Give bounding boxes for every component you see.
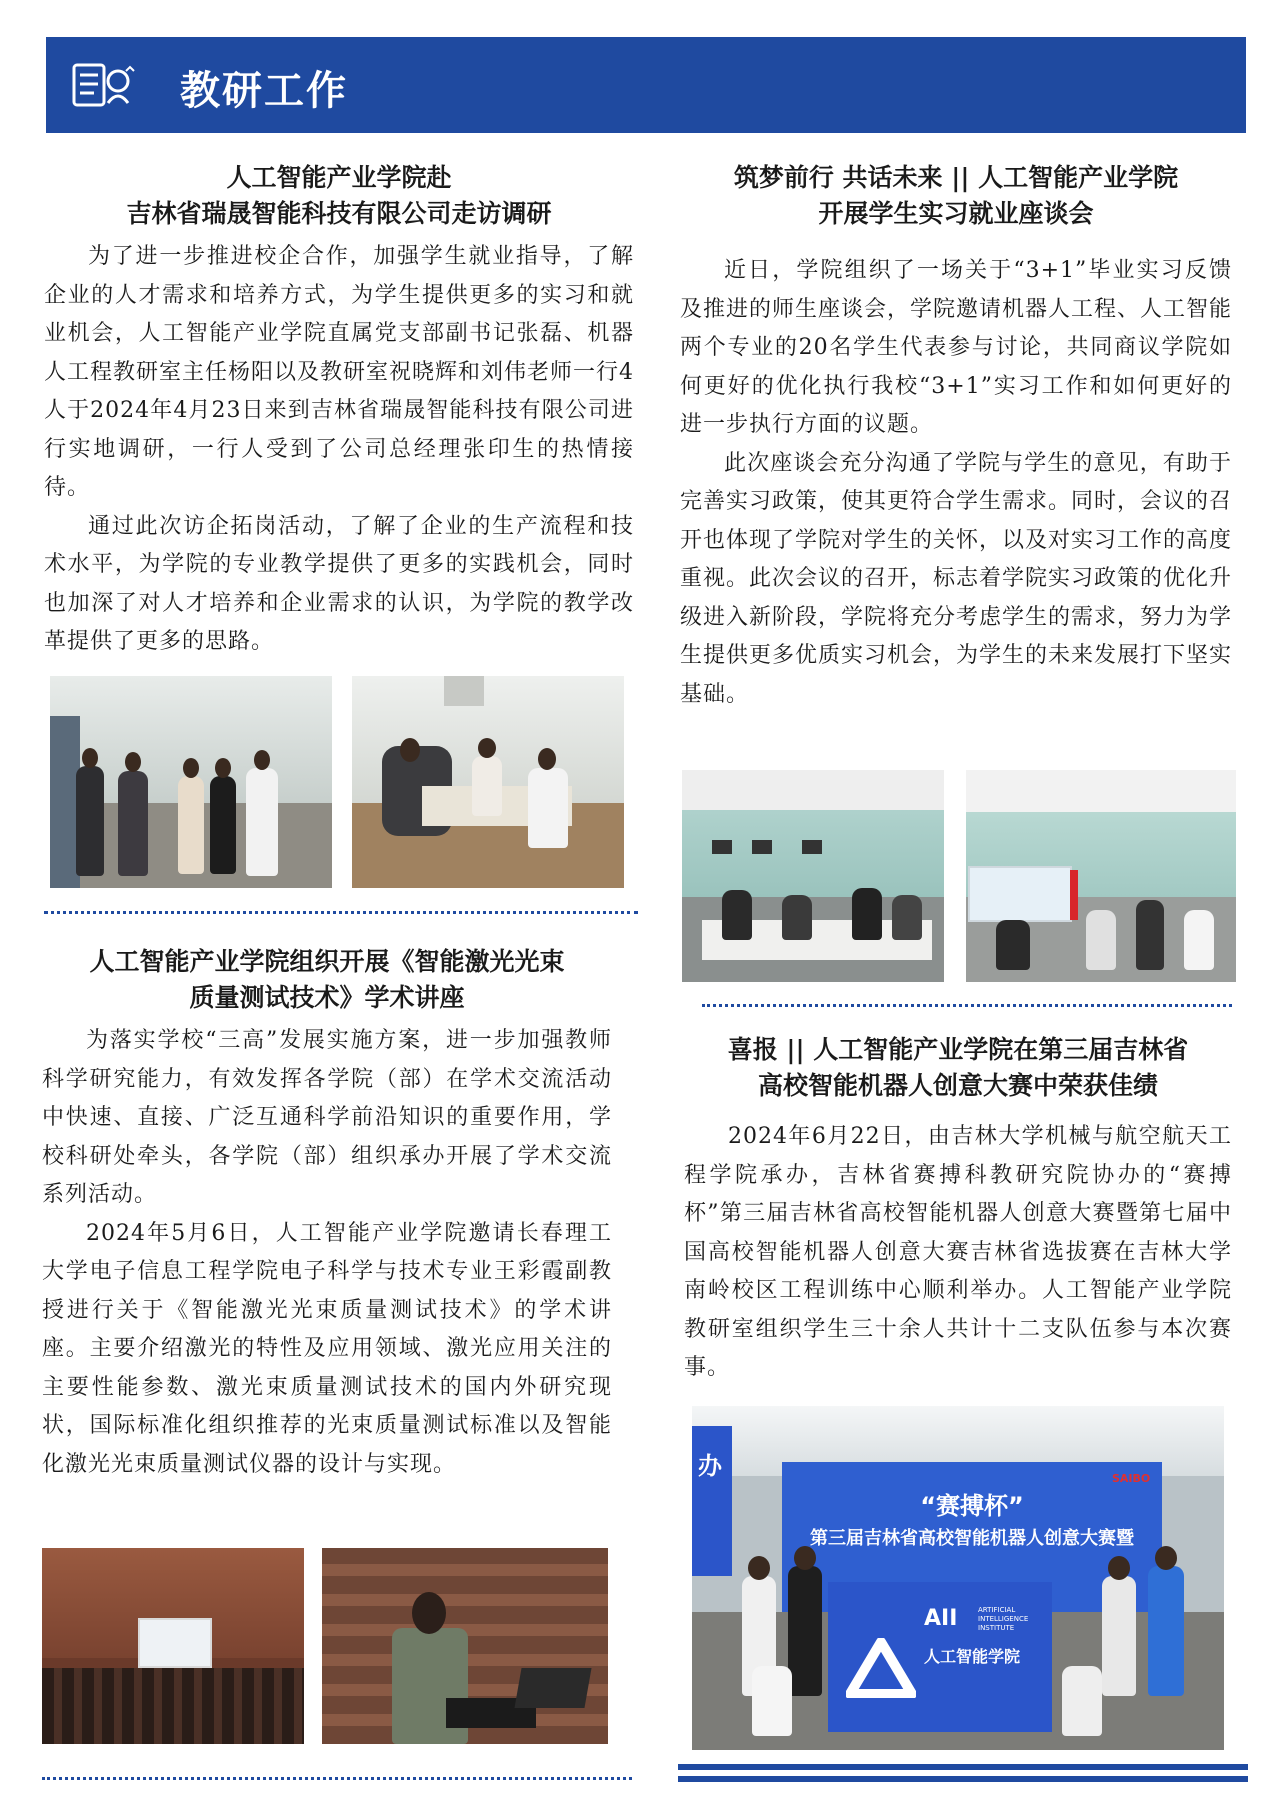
article-company-visit (44, 160, 634, 662)
section-divider (44, 911, 638, 914)
photo-contest-team (692, 1406, 1224, 1750)
institute-flag (828, 1582, 1052, 1732)
article-paragraph: 通过此次访企拓岗活动，了解了企业的生产流程和技术水平，为学院的专业教学提供了更多的实践机会，同时也加深了对人才培养和企业需求的认识，为学院的教学改革提供了更多的思路。 (44, 513, 634, 654)
article-title-line2: 质量测试技术》学术讲座 (189, 983, 465, 1012)
flag-sub-line: INTELLIGENCE (978, 1615, 1029, 1623)
cup-label: “赛搏杯” (920, 1492, 1024, 1520)
article-paragraph: 2024年5月6日，人工智能产业学院邀请长春理工 大学电子信息工程学院电子科学与技术专业王彩霞副教授进行关于《智能激光光束质量测试技术》的学术讲座。主要介绍激光的特性及应用领域、激光应用关注的主要性能参数、激光束质量测试技术的国内外研究现状，国际标准化组织推荐的光束质量测试标准以及智能化激光光束质量测试仪器的设计与实现。 (42, 1220, 612, 1477)
article-robot-contest (684, 1032, 1232, 1388)
article-paragraph: 近日，学院组织了一场关于“3+1”毕业实习反馈及推进的师生座谈会，学院邀请机器人工程、人工智能两个专业的20名学生代表参与讨论，共同商议学院如何更好的优化执行我校“3+1”实习工作和如何更好的进一步执行方面的议题。 (680, 258, 1233, 437)
flag-institute-name: 人工智能学院 (924, 1647, 1021, 1666)
flag-sub-text (978, 1606, 1028, 1633)
article-title-line2: 吉林省瑞晟智能科技有限公司走访调研 (126, 199, 552, 228)
article-title-line1: 喜报 || 人工智能产业学院在第三届吉林省 (727, 1035, 1189, 1064)
article-paragraph: 此次座谈会充分沟通了学院与学生的意见，有助于完善实习政策，使其更符合学生需求。同时，会议的召开也体现了学院对学生的关怀，以及对实习工作的高度重视。此次会议的召开，标志着学院实习政策的优化升级进入新阶段，学院将充分考虑学生的需求，努力为学生提供更多优质实习机会，为学生的未来发展打下坚实基础。 (680, 450, 1233, 707)
photo-company-meeting (352, 676, 624, 888)
article-paragraph: 为了进一步推进校企合作，加强学生就业指导，了解企业的人才需求和培养方式，为学生提供更多的实习和就业机会，人工智能产业学院直属党支部副书记张磊、机器人工程教研室主任杨阳以及教研室祝晓辉和刘伟老师一行4人于2024年4月23日来到吉林省瑞晟智能科技有限公司进行实地调研，一行人受到了公司总经理张印生的热情接待。 (44, 244, 634, 500)
photo-lecture-speaker (322, 1548, 608, 1744)
section-title: 教研工作 (180, 68, 348, 114)
article-title-line2: 高校智能机器人创意大赛中荣获佳绩 (757, 1071, 1158, 1100)
article-title-line1: 人工智能产业学院组织开展《智能激光光束 (89, 947, 565, 976)
flag-sub-line: ARTIFICIAL (978, 1606, 1016, 1614)
contest-banner-text: 第三届吉林省高校智能机器人创意大赛暨 (810, 1528, 1134, 1549)
flag-sub-line: INSTITUTE (978, 1624, 1015, 1632)
flag-logo-text: AII (924, 1606, 958, 1631)
research-icon (68, 57, 158, 113)
article-paragraph: 2024年6月22日，由吉林大学机械与航空航天工程学院承办，吉林省赛搏科教研究院协办的“赛搏杯”第三届吉林省高校智能机器人创意大赛暨第七届中国高校智能机器人创意大赛吉林省选拔赛在吉林大学南岭校区工程训练中心顺利举办。人工智能产业学院教研室组织学生三十余人共计十二支队伍参与本次赛事。 (684, 1124, 1232, 1380)
photo-forum-room-2 (966, 770, 1236, 982)
photo-forum-room-1 (682, 770, 944, 982)
footer-rule (678, 1764, 1248, 1770)
article-title-line1: 人工智能产业学院赴 (226, 163, 452, 192)
section-banner (46, 37, 1246, 133)
triangle-logo-icon (846, 1638, 916, 1698)
article-title-line2: 开展学生实习就业座谈会 (818, 199, 1094, 228)
photo-lecture-hall (42, 1548, 304, 1744)
footer-rule (678, 1776, 1248, 1782)
article-internship-forum (680, 160, 1232, 714)
section-divider (702, 1004, 1232, 1007)
article-paragraph: 为落实学校“三高”发展实施方案，进一步加强教师科学研究能力，有效发挥各学院（部）在学术交流活动中快速、直接、广泛互通科学前沿知识的重要作用，学校科研处牵头，各学院（部）组织承办开展了学术交流系列活动。 (42, 1028, 612, 1207)
article-laser-lecture (42, 944, 612, 1484)
article-title-line1: 筑梦前行 共话未来 || 人工智能产业学院 (733, 163, 1179, 192)
sponsor-logo: SAIBO (1112, 1472, 1151, 1485)
section-divider (42, 1777, 632, 1780)
photo-company-group (50, 676, 332, 888)
building-sign: 办 (692, 1426, 732, 1576)
